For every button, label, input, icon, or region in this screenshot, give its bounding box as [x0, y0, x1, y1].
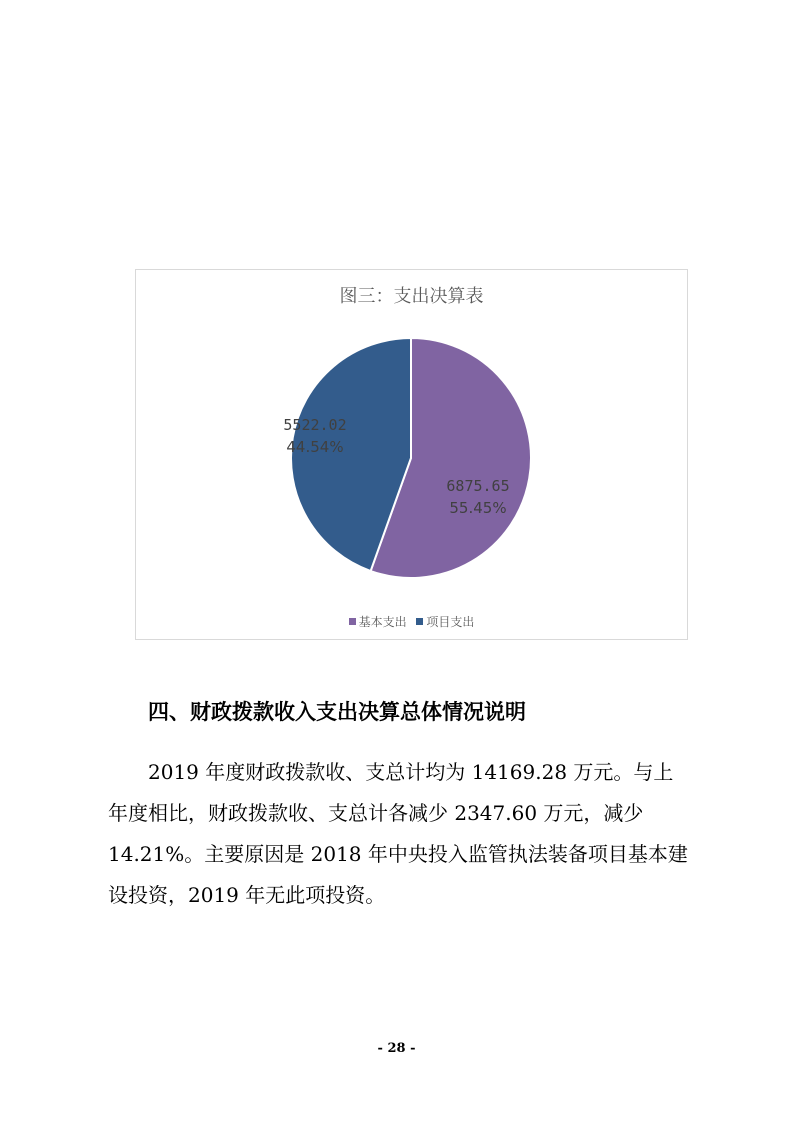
legend-item-project: [416, 613, 474, 630]
body-paragraph: [108, 752, 692, 916]
legend-item-basic: [349, 613, 407, 630]
pie-percent-label: 44.54%: [286, 438, 344, 456]
pie-value-label: 5522.02: [283, 416, 347, 434]
paragraph-line: 设投资，2019 年无此项投资。: [108, 883, 386, 907]
legend-swatch-basic: [349, 618, 356, 625]
section-heading: 四、财政拨款收入支出决算总体情况说明: [148, 700, 526, 724]
pie-percent-label: 55.45%: [449, 499, 507, 517]
chart-legend: [136, 613, 687, 630]
page-number: - 28 -: [377, 1041, 416, 1056]
pie-value-label: 6875.65: [446, 477, 510, 495]
legend-label-project: 项目支出: [426, 615, 475, 629]
expenditure-chart: [135, 269, 688, 640]
legend-swatch-project: [416, 618, 423, 625]
paragraph-line: 2019 年度财政拨款收、支总计均为 14169.28 万元。与上: [108, 760, 674, 784]
pie-chart: [136, 270, 687, 639]
paragraph-line: 年度相比，财政拨款收、支总计各减少 2347.60 万元，减少: [108, 801, 644, 825]
paragraph-line: 14.21%。主要原因是 2018 年中央投入监管执法装备项目基本建: [108, 842, 688, 866]
legend-label-basic: 基本支出: [358, 615, 407, 629]
chart-title: 图三：支出决算表: [339, 286, 484, 307]
